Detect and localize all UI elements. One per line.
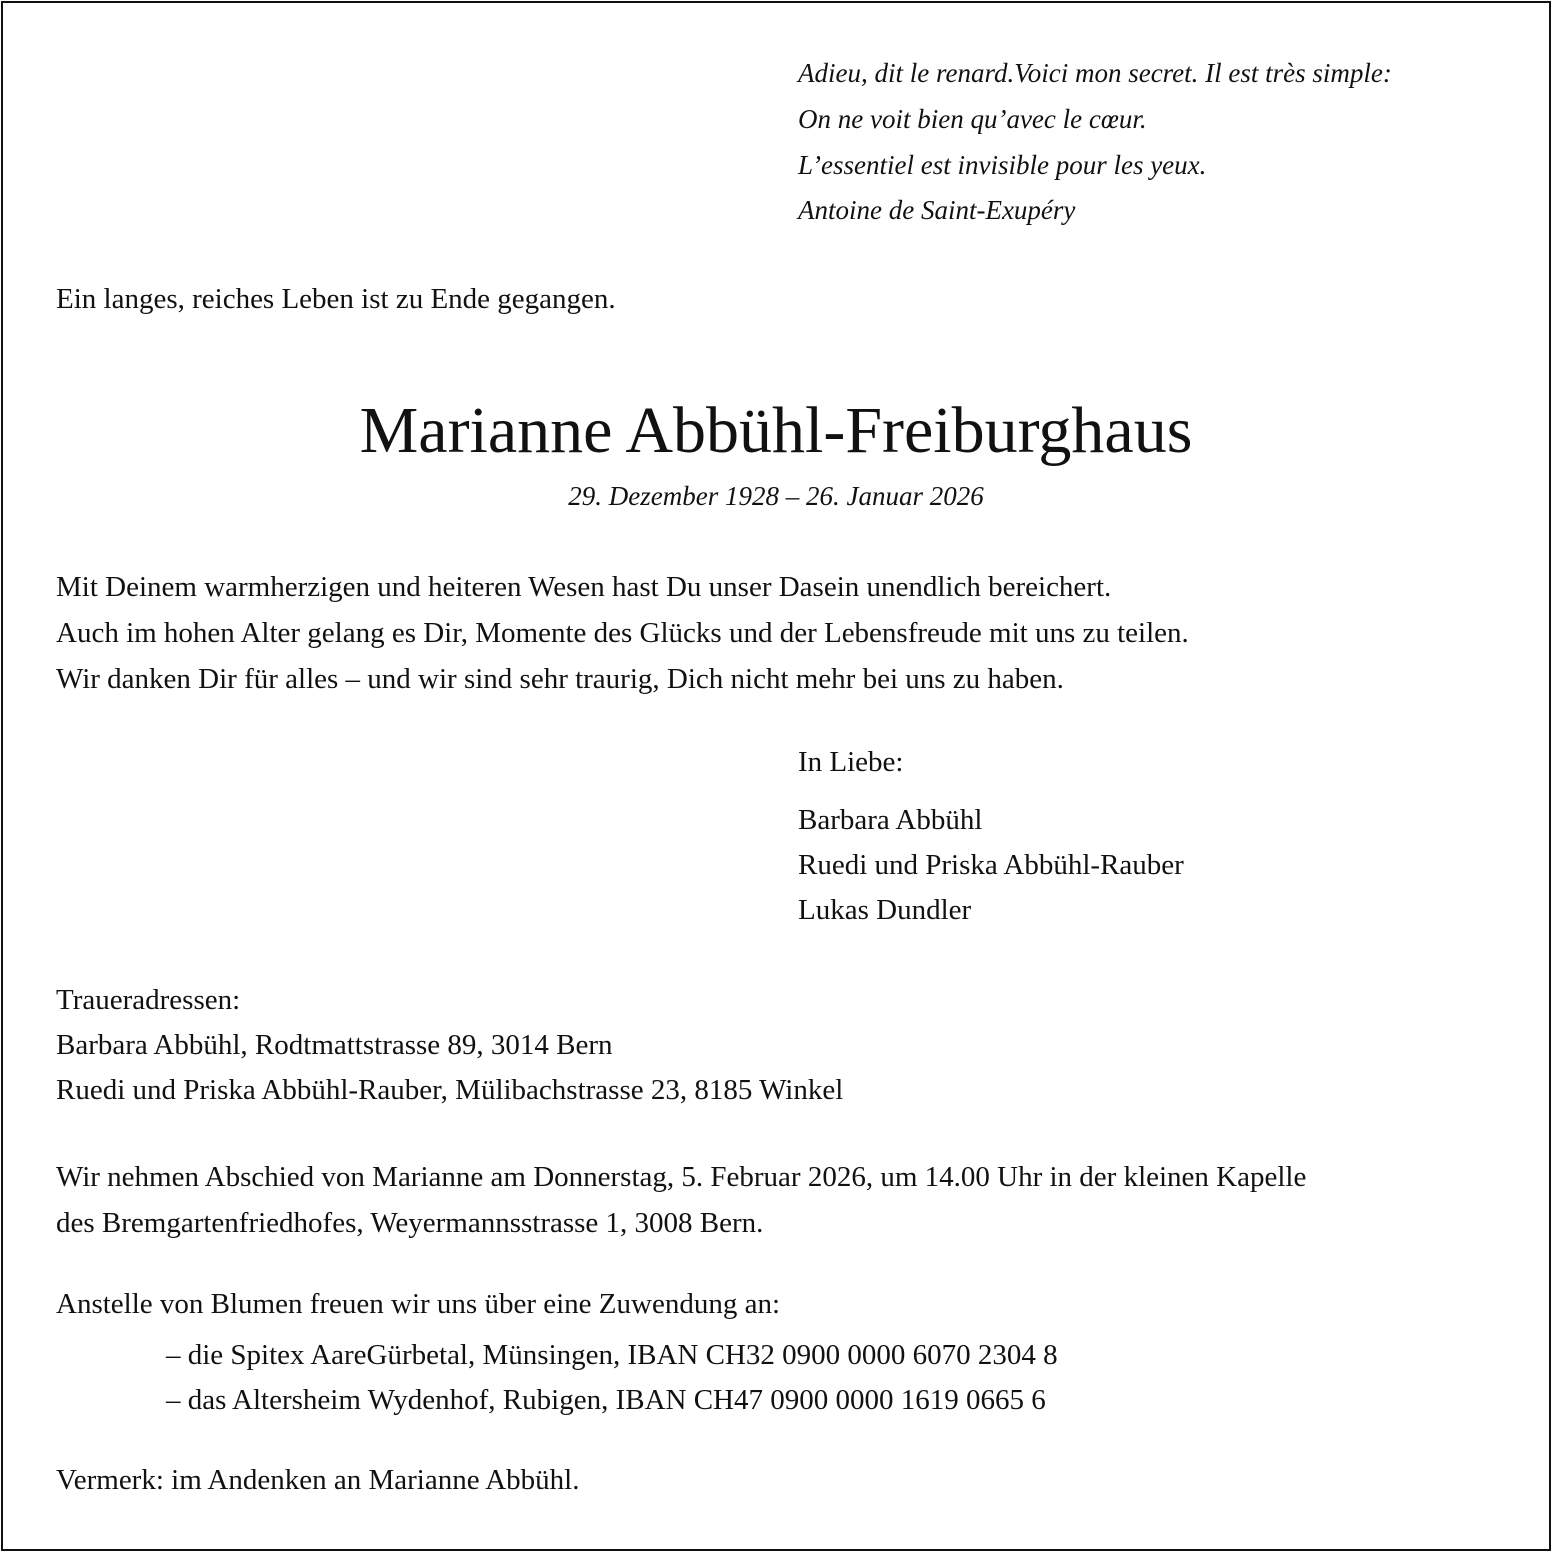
donation-item: – das Altersheim Wydenhof, Rubigen, IBAN CH47 0900 0000 1619 0665 6 [166,1384,1046,1416]
donation-item: – die Spitex AareGürbetal, Münsingen, IBAN CH32 0900 0000 6070 2304 8 [166,1339,1058,1371]
address-line: Ruedi und Priska Abbühl-Rauber, Mülibachstrasse 23, 8185 Winkel [56,1074,844,1106]
quote-author: Antoine de Saint-Exupéry [798,195,1076,225]
deceased-name: Marianne Abbühl-Freiburghaus [359,394,1193,467]
mourners-list [798,798,1184,933]
mourner-name: Ruedi und Priska Abbühl-Rauber [798,849,1184,881]
donations-intro: Anstelle von Blumen freuen wir uns über eine Zuwendung an: [56,1288,781,1320]
quote-line: On ne voit bien qu’avec le cœur. [798,104,1147,134]
quote-line: Adieu, dit le renard.Voici mon secret. Il est très simple: [798,58,1392,88]
tribute-text [56,564,1189,702]
address-line: Barbara Abbühl, Rodtmattstrasse 89, 3014 Bern [56,1029,613,1061]
life-dates: 29. Dezember 1928 – 26. Januar 2026 [568,481,984,511]
tribute-line: Wir danken Dir für alles – und wir sind sehr traurig, Dich nicht mehr bei uns zu haben. [56,663,1064,695]
tribute-line: Mit Deinem warmherzigen und heiteren Wesen hast Du unser Dasein unendlich bereichert. [56,571,1112,603]
mourner-name: Lukas Dundler [798,894,972,926]
addresses-heading: Traueradressen: [56,984,241,1016]
quote [798,50,1392,188]
service-line: des Bremgartenfriedhofes, Weyermannsstrasse 1, 3008 Bern. [56,1207,764,1239]
donation-note: Vermerk: im Andenken an Marianne Abbühl. [56,1464,580,1496]
quote-line: L’essentiel est invisible pour les yeux. [798,150,1207,180]
condolence-addresses [56,978,843,1113]
mourners-heading: In Liebe: [798,746,904,778]
intro-text: Ein langes, reiches Leben ist zu Ende gegangen. [56,283,616,315]
service-line: Wir nehmen Abschied von Marianne am Donnerstag, 5. Februar 2026, um 14.00 Uhr in der kleinen Kapelle [56,1161,1307,1193]
tribute-line: Auch im hohen Alter gelang es Dir, Momente des Glücks und der Lebensfreude mit uns zu teilen. [56,617,1189,649]
mourner-name: Barbara Abbühl [798,804,983,836]
donations-list [166,1333,1058,1423]
farewell-service [56,1154,1306,1246]
